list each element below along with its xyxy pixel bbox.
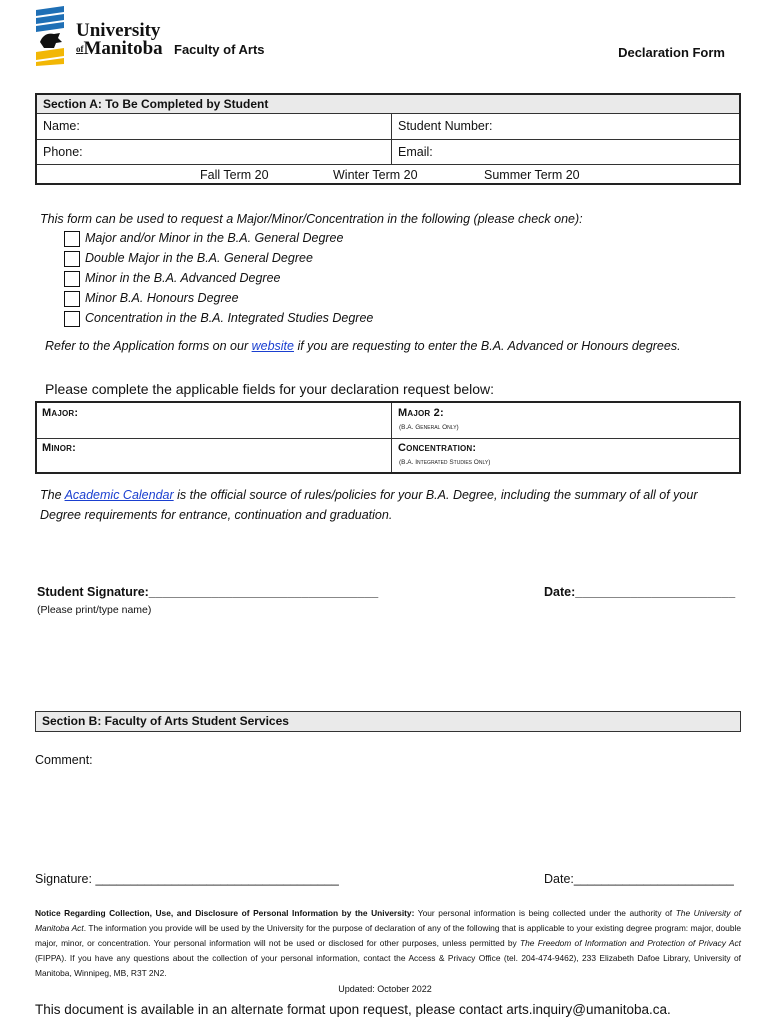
option-label-4: Minor B.A. Honours Degree (85, 291, 239, 305)
major2-note: (B.A. General Only) (399, 424, 459, 431)
option-label-3: Minor in the B.A. Advanced Degree (85, 271, 281, 285)
comment-field[interactable]: Comment: (35, 753, 93, 767)
calendar-before: The (40, 488, 65, 502)
option-checkbox-2[interactable] (64, 251, 80, 267)
section-a-title: Section A: To Be Completed by Student (37, 95, 739, 114)
print-name-note: (Please print/type name) (37, 604, 152, 616)
option-label-1: Major and/or Minor in the B.A. General Degree (85, 231, 344, 245)
student-date-line[interactable]: Date:_______________________ (544, 585, 736, 599)
term-summer[interactable]: Summer Term 20 (484, 168, 580, 182)
option-label-5: Concentration in the B.A. Integrated Studies Degree (85, 311, 374, 325)
calendar-line2: Degree requirements for entrance, continuation and graduation. (40, 508, 393, 522)
notice-heading: Notice Regarding Collection, Use, and Disclosure of Personal Information by the University: (35, 908, 415, 918)
major-minor-table (35, 401, 741, 474)
calendar-after: is the official source of rules/policies for your B.A. Degree, including the summary of all of your (173, 488, 698, 502)
privacy-notice (35, 906, 741, 981)
website-link[interactable]: website (251, 339, 294, 353)
notice-text-3: (FIPPA). If you have any questions about the collection of your personal information, contact the Access & Privacy Office (tel. 204-474-9462), 233 Elizabeth Dafoe Library, University of Manitoba, Winnipeg, MB, R3T 2N2. (35, 953, 741, 978)
university-line2: Manitoba (83, 38, 163, 59)
refer-before: Refer to the Application forms on our (45, 339, 252, 353)
student-signature-line[interactable]: Student Signature:_________________________________ (37, 585, 379, 599)
option-checkbox-3[interactable] (64, 271, 80, 287)
student-number-field[interactable]: Student Number: (398, 119, 493, 133)
notice-act-2: The Freedom of Information and Protection of Privacy Act (520, 938, 742, 948)
academic-calendar-link[interactable]: Academic Calendar (64, 488, 174, 502)
university-of: of (76, 44, 84, 54)
university-name (76, 22, 163, 58)
term-winter[interactable]: Winter Term 20 (333, 168, 418, 182)
option-label-2: Double Major in the B.A. General Degree (85, 251, 313, 265)
term-fall[interactable]: Fall Term 20 (200, 168, 269, 182)
updated-date: Updated: October 2022 (338, 984, 432, 994)
option-checkbox-1[interactable] (64, 231, 80, 247)
major2-field[interactable]: Major 2: (398, 407, 444, 419)
major-field[interactable]: Major: (42, 407, 79, 419)
refer-text (45, 339, 681, 353)
calendar-text (40, 485, 698, 525)
alternate-format-text: This document is available in an alternate format upon request, please contact arts.inquiry@umanitoba.ca. (35, 1002, 671, 1017)
staff-signature-line[interactable]: Signature: ___________________________________ (35, 872, 339, 886)
staff-date-line[interactable]: Date:_______________________ (544, 872, 734, 886)
option-checkbox-4[interactable] (64, 291, 80, 307)
notice-text-1: Your personal information is being collected under the authority of (414, 908, 676, 918)
please-complete-text: Please complete the applicable fields for your declaration request below: (45, 381, 495, 397)
section-a-table (35, 93, 741, 185)
minor-field[interactable]: Minor: (42, 442, 77, 454)
refer-after: if you are requesting to enter the B.A. Advanced or Honours degrees. (293, 339, 681, 353)
section-b-title: Section B: Faculty of Arts Student Services (35, 711, 741, 732)
notice-text-2: . The information you provide will be used by the University for the purpose of declaration of any of the following that is applicable to your existing degree program: major, double major, minor, or concentration. Your personal information will not be used or disclosed for other purposes, unless permitted by (35, 923, 741, 948)
university-line1: University (76, 20, 161, 41)
form-title: Declaration Form (618, 45, 725, 60)
option-checkbox-5[interactable] (64, 311, 80, 327)
concentration-field[interactable]: Concentration: (398, 442, 477, 454)
intro-text: This form can be used to request a Major/Minor/Concentration in the following (please check one): (40, 212, 583, 226)
faculty-name: Faculty of Arts (174, 42, 265, 57)
email-field[interactable]: Email: (398, 145, 433, 159)
concentration-note: (B.A. Integrated Studies Only) (399, 459, 491, 466)
university-logo-icon (34, 6, 66, 66)
name-field[interactable]: Name: (43, 119, 80, 133)
notice-act-1: The University of Manitoba Act (35, 908, 741, 933)
phone-field[interactable]: Phone: (43, 145, 83, 159)
